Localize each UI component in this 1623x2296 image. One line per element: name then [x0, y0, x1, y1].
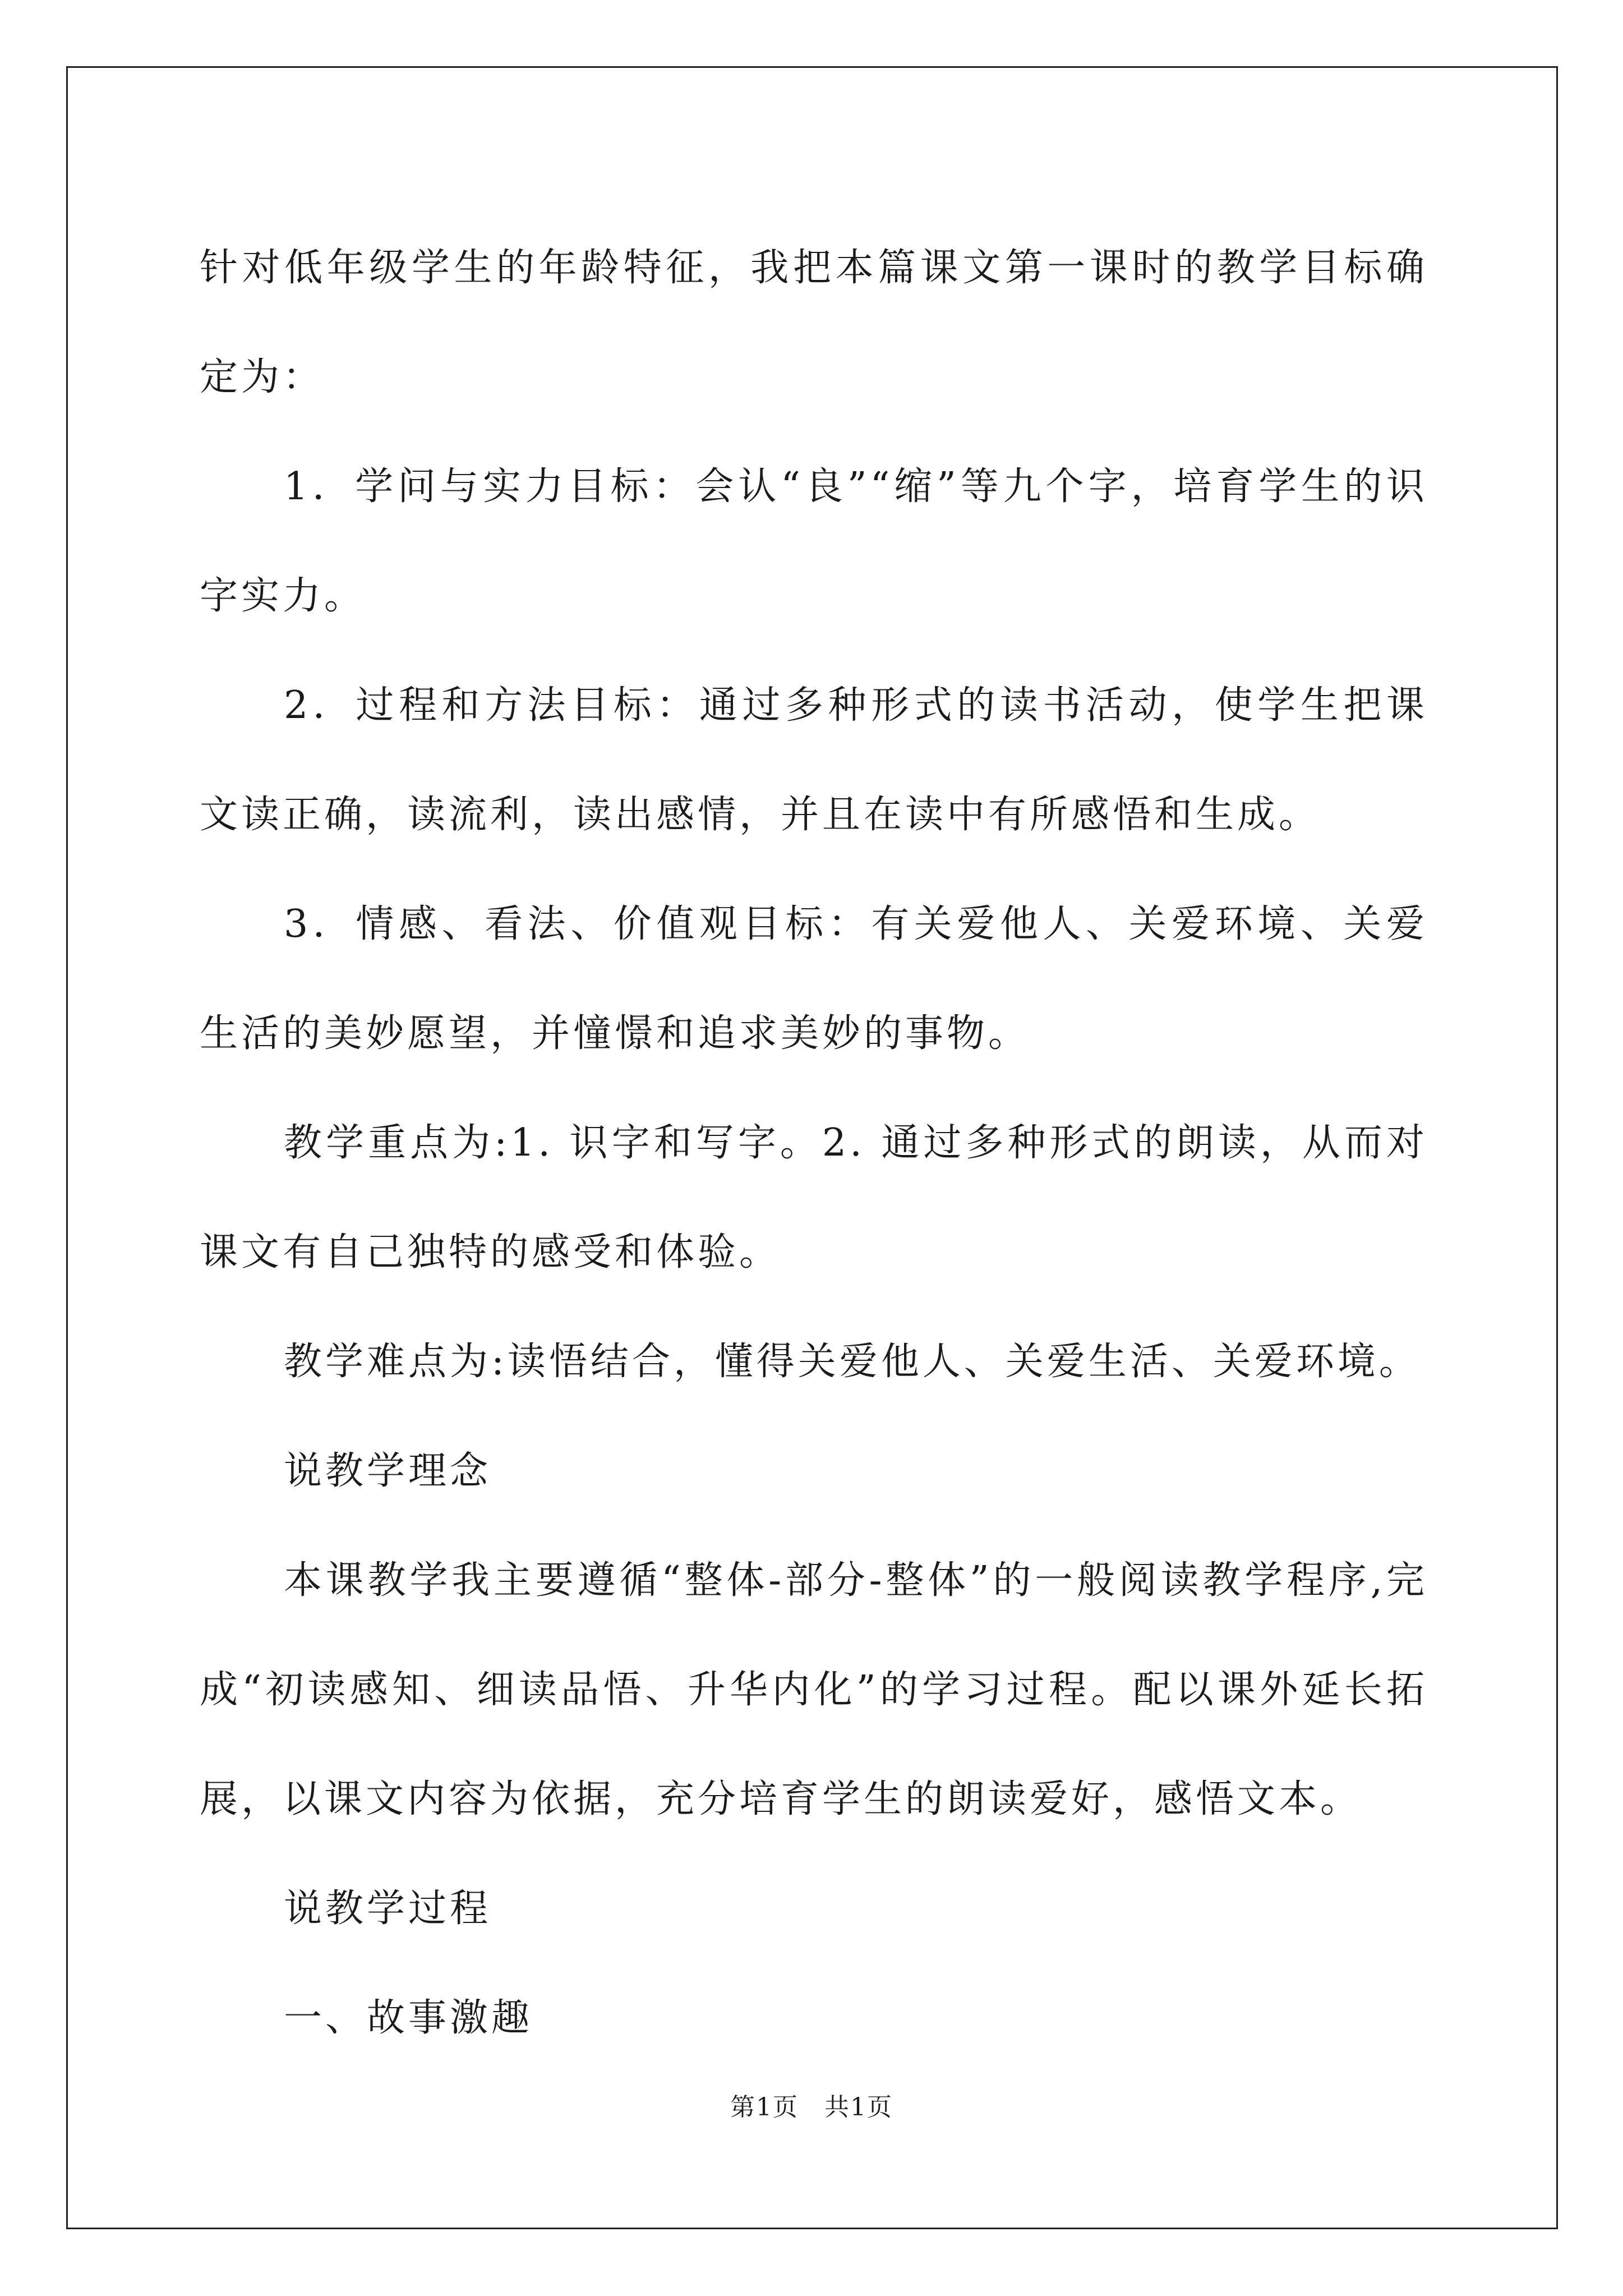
paragraph-teaching-philosophy: 本课教学我主要遵循“整体-部分-整体”的一般阅读教学程序,完成“初读感知、细读品悟、升华内化”的学习过程。配以课外延长拓展，以课文内容为依据，充分培育学生的朗读爱好，感悟文本。 — [200, 1558, 1428, 1821]
paragraph-intro: 针对低年级学生的年龄特征，我把本篇课文第一课时的教学目标确定为： — [200, 246, 1428, 399]
paragraph-difficulties: 教学难点为:读悟结合，懂得关爱他人、关爱生活、关爱环境。 — [284, 1340, 1421, 1384]
document-body — [200, 213, 1428, 2073]
heading-teaching-process: 说教学过程 — [284, 1887, 492, 1931]
heading-teaching-philosophy: 说教学理念 — [284, 1449, 492, 1493]
paragraph-key-points: 教学重点为:1. 识字和写字。2. 通过多种形式的朗读，从而对课文有自己独特的感受和体验。 — [200, 1121, 1428, 1274]
paragraph-objective-process: 2．过程和方法目标：通过多种形式的读书活动，使学生把课文读正确，读流利，读出感情，并且在读中有所感悟和生成。 — [200, 683, 1428, 837]
paragraph-objective-knowledge: 1．学问与实力目标：会认“良”“缩”等九个字，培育学生的识字实力。 — [200, 464, 1428, 618]
heading-section-one: 一、故事激趣 — [284, 1996, 533, 2040]
paragraph-objective-emotion: 3．情感、看法、价值观目标：有关爱他人、关爱环境、关爱生活的美妙愿望，并憧憬和追求美妙的事物。 — [200, 902, 1428, 1056]
page-number: 第1页 共1页 — [730, 2093, 893, 2122]
